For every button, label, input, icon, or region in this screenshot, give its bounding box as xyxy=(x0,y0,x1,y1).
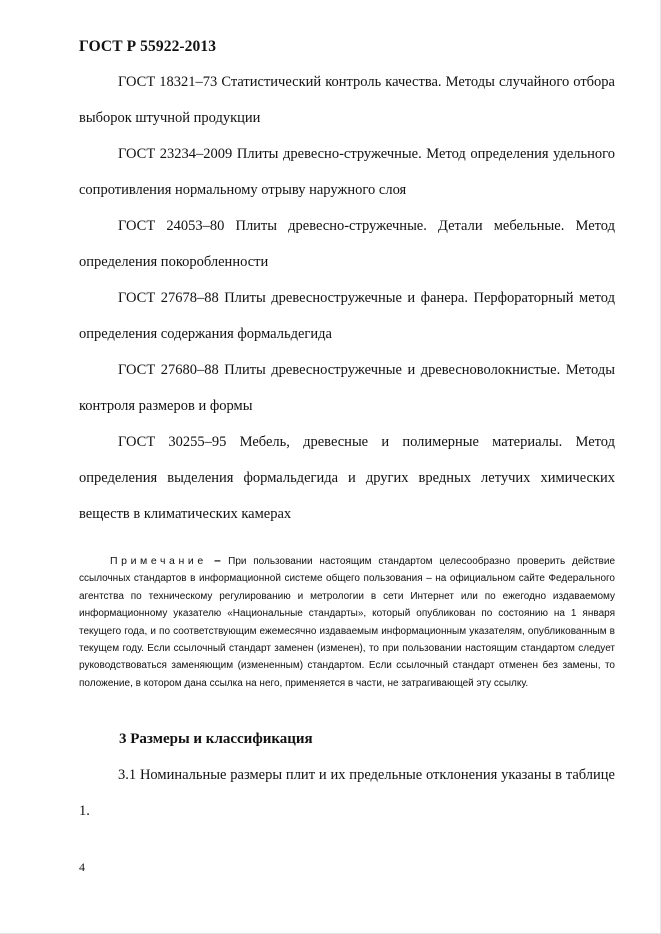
reference-item: ГОСТ 27680–88 Плиты древесностружечные и древесноволокнистые. Методы контроля размеров и формы xyxy=(79,362,615,414)
note-label: Примечание xyxy=(110,555,207,567)
reference-item: ГОСТ 27678–88 Плиты древесностружечные и фанера. Перфораторный метод определения содержания формальдегида xyxy=(79,290,615,342)
reference-item: ГОСТ 24053–80 Плиты древесно-стружечные. Детали мебельные. Метод определения покоробленности xyxy=(79,218,615,270)
normative-references-list xyxy=(79,64,615,532)
note-dash: – xyxy=(206,553,229,567)
reference-item: ГОСТ 18321–73 Статистический контроль качества. Методы случайного отбора выборок штучной продукции xyxy=(79,74,615,126)
section-paragraph: 3.1 Номинальные размеры плит и их предельные отклонения указаны в таблице 1. xyxy=(79,767,615,819)
reference-item: ГОСТ 23234–2009 Плиты древесно-стружечные. Метод определения удельного сопротивления нормальному отрыву наружного слоя xyxy=(79,146,615,198)
note-text: При пользовании настоящим стандартом целесообразно проверить действие ссылочных стандартов в информационной системе общего пользования – на официальном сайте Федерального агентства по техническому регулированию и метрологии в сети Интернет или по ежегодно издаваемому информационному указателю «Национальные стандарты», который опубликован по состоянию на 1 января текущего года, и по соответствующим ежемесячно издаваемым информационным указателям, опубликованным в текущем году. Если ссылочный стандарт заменен (изменен), то при пользовании настоящим стандартом следует руководствоваться заменяющим (измененным) стандартом. Если ссылочный стандарт отменен без замены, то положение, в котором дана ссылка на него, применяется в части, не затрагивающей эту ссылку. xyxy=(79,556,616,689)
note-paragraph xyxy=(79,552,615,692)
section-heading: 3 Размеры и классификация xyxy=(119,731,313,747)
reference-item: ГОСТ 30255–95 Мебель, древесные и полимерные материалы. Метод определения выделения формальдегида и других вредных летучих химических веществ в климатических камерах xyxy=(79,434,615,522)
document-header: ГОСТ Р 55922-2013 xyxy=(79,38,217,55)
page-number: 4 xyxy=(79,860,85,874)
